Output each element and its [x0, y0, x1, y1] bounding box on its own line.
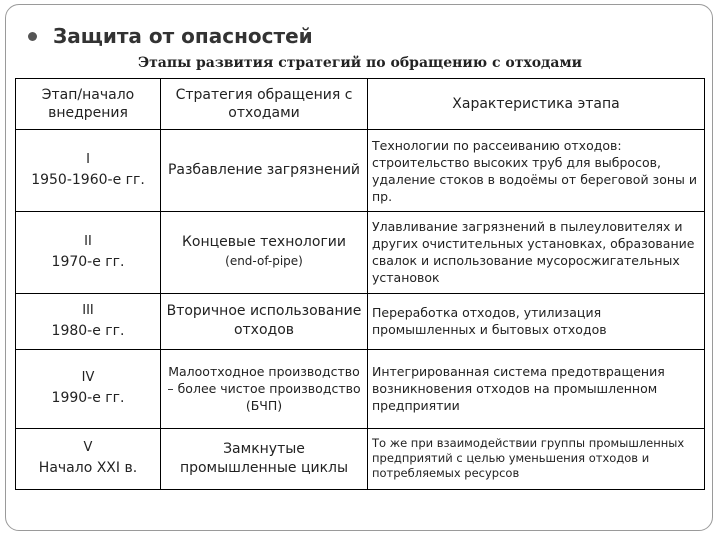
stage-cell: [16, 293, 161, 349]
strategy-cell: Вторичное использование отходов: [161, 293, 368, 349]
table-row: [16, 130, 705, 212]
stage-cell: [16, 211, 161, 293]
stage-number: V: [83, 440, 93, 456]
stage-period: 1990-е гг.: [51, 390, 125, 407]
header-strategy: Стратегия обращения с отходами: [161, 79, 368, 130]
header-description: Характеристика этапа: [368, 79, 705, 130]
stage-period: Начало XXI в.: [38, 460, 138, 477]
description-cell: Улавливание загрязнений в пылеуловителях и других очистительных установках, образование свалок и использование мусоросжигательных установок: [368, 211, 705, 293]
table-row: [16, 349, 705, 428]
table-row: [16, 293, 705, 349]
bullet-icon: [28, 32, 37, 41]
strategy-note: (end-of-pipe): [225, 254, 303, 269]
table-row: [16, 428, 705, 489]
stage-period: 1950-1960-е гг.: [31, 172, 145, 188]
header-stage: Этап/начало внедрения: [16, 79, 161, 130]
stage-cell: [16, 130, 161, 212]
table-caption: Этапы развития стратегий по обращению с отходами: [137, 55, 583, 71]
strategy-name: Концевые технологии: [181, 234, 346, 251]
strategy-cell: Замкнутые промышленные циклы: [161, 428, 368, 489]
strategy-cell: Малоотходное производство – более чистое производство (БЧП): [161, 349, 368, 428]
stage-number: IV: [81, 370, 95, 386]
stage-period: 1980-е гг.: [51, 322, 125, 339]
stage-number: III: [82, 302, 94, 318]
strategies-table: [15, 78, 705, 490]
strategy-cell: [161, 211, 368, 293]
stage-number: II: [84, 233, 92, 249]
stage-number: I: [86, 152, 90, 167]
stage-cell: [16, 428, 161, 489]
slide-title: [28, 24, 313, 48]
strategy-cell: Разбавление загрязнений: [161, 130, 368, 212]
table-row: [16, 211, 705, 293]
description-cell: То же при взаимодействии группы промышленных предприятий с целью уменьшения отходов и потребляемых ресурсов: [368, 428, 705, 489]
description-cell: Интегрированная система предотвращения возникновения отходов на промышленном предприятии: [368, 349, 705, 428]
stage-cell: [16, 349, 161, 428]
description-cell: Переработка отходов, утилизация промышленных и бытовых отходов: [368, 293, 705, 349]
description-cell: Технологии по рассеиванию отходов: строительство высоких труб для выбросов, удаление стоков в водоёмы от береговой зоны и пр.: [368, 130, 705, 212]
slide-title-text: Защита от опасностей: [53, 24, 313, 48]
table-header-row: [16, 79, 705, 130]
stage-period: 1970-е гг.: [51, 253, 125, 270]
